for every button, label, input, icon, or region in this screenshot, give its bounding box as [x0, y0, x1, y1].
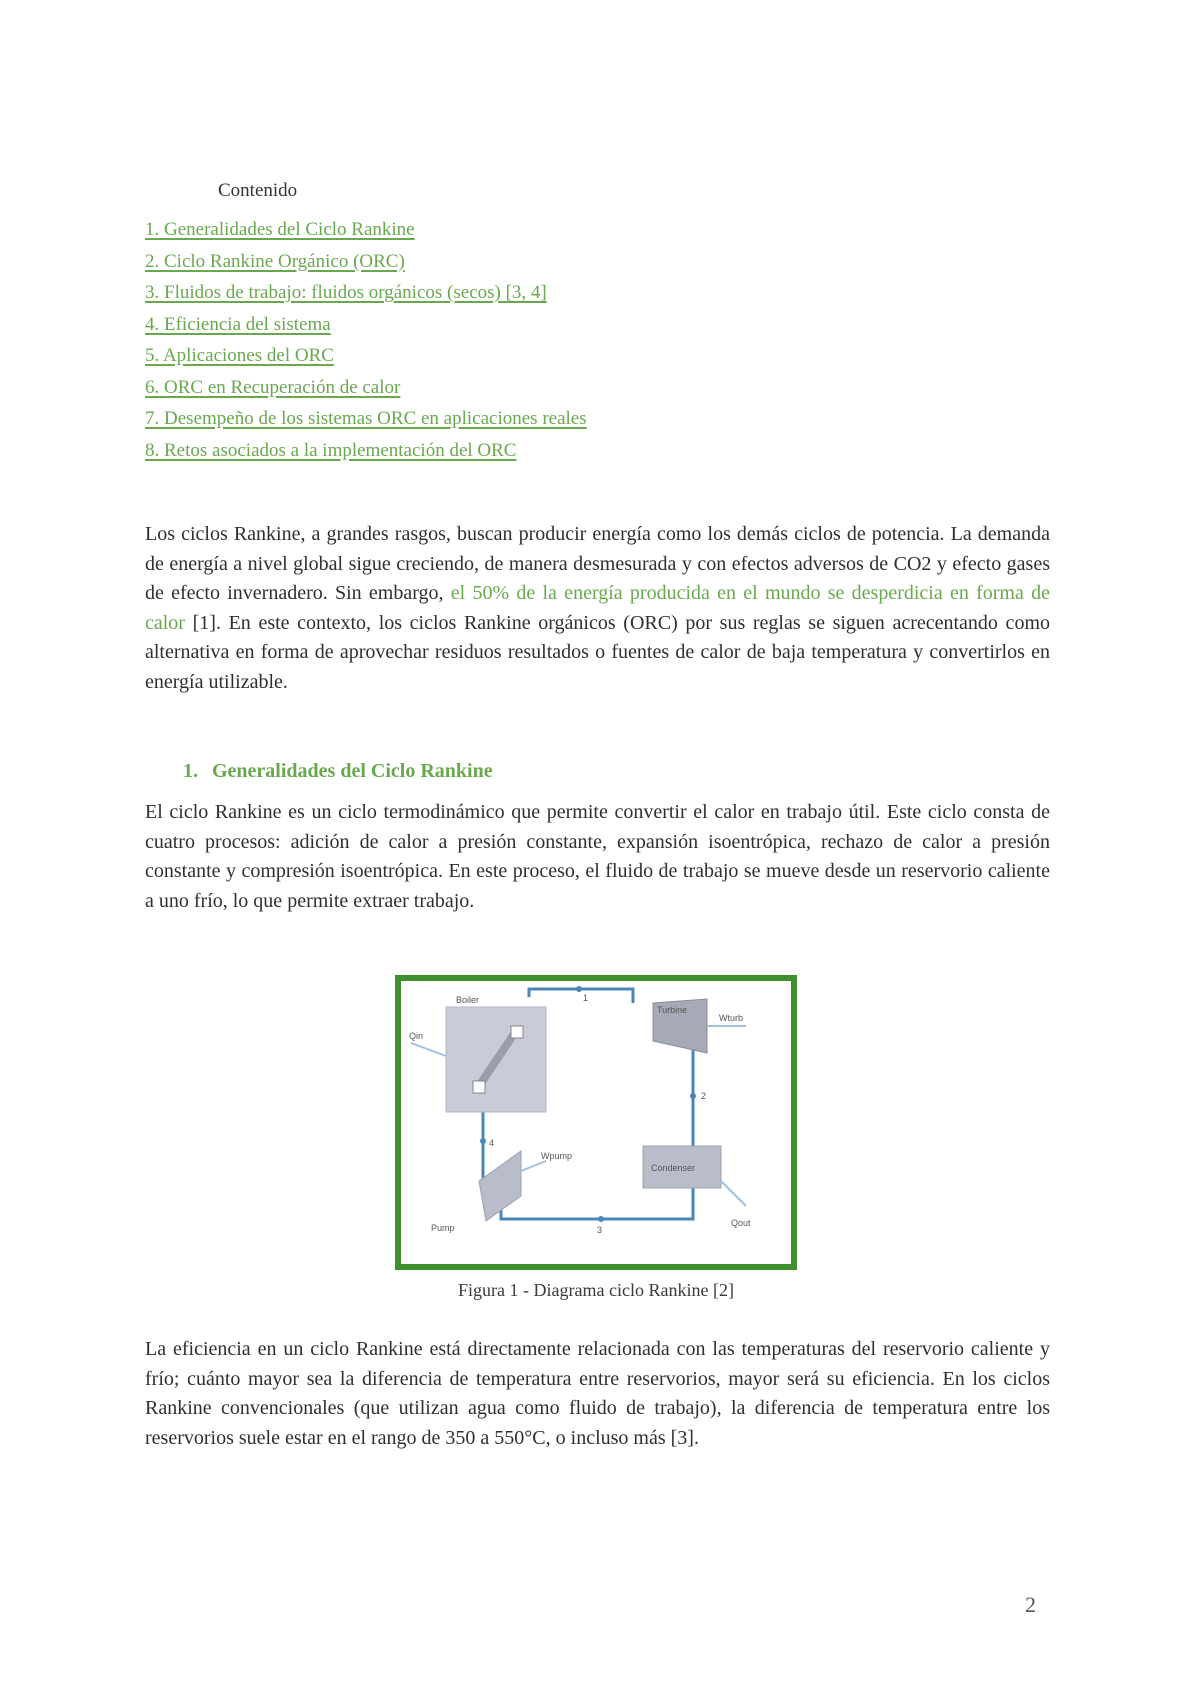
figure-caption: Figura 1 - Diagrama ciclo Rankine [2] [458, 1280, 734, 1300]
section-title: Generalidades del Ciclo Rankine [212, 760, 493, 782]
state-2-label: 2 [701, 1091, 707, 1101]
toc-item [145, 372, 587, 404]
pump [479, 1151, 521, 1221]
toc-link[interactable]: 7. Desempeño de los sistemas ORC en aplicaciones reales [145, 408, 587, 429]
intro-paragraph [145, 520, 1050, 697]
toc-link[interactable]: 6. ORC en Recuperación de calor [145, 376, 401, 398]
toc-item [145, 403, 587, 435]
toc-item [145, 340, 587, 372]
toc-item [145, 277, 587, 309]
rankine-diagram [401, 981, 791, 1264]
state-4-label: 4 [489, 1138, 495, 1148]
toc-item [145, 309, 587, 341]
toc-link[interactable]: 1. Generalidades del Ciclo Rankine [145, 219, 415, 240]
section-paragraph: El ciclo Rankine es un ciclo termodinámico que permite convertir el calor en trabajo útil. Este ciclo consta de cuatro procesos: adición de calor a presión constante, expansión isoentrópica, rechazo de calor a presión constante y compresión isoentrópica. En este proceso, el fluido de trabajo se mueve desde un reservorio caliente a uno frío, lo que permite extraer trabajo. [145, 801, 1050, 912]
toc-item [145, 435, 587, 467]
toc-link[interactable]: 8. Retos asociados a la implementación del ORC [145, 439, 517, 461]
heat-in-arrow [411, 1043, 446, 1056]
state-1-label: 1 [583, 993, 589, 1003]
pipe-condenser-to-pump [501, 1186, 693, 1219]
intro-highlight: el 50% de la energía producida en el mundo se desperdicia en forma de calor [145, 582, 1050, 634]
pump-label: Pump [431, 1223, 455, 1233]
toc-link[interactable]: 5. Aplicaciones del ORC [145, 345, 334, 366]
intro-text-before: Los ciclos Rankine, a grandes rasgos, buscan producir energía como los demás ciclos de potencia. La demanda de energía a nivel global sigue creciendo, de manera desmesurada y con efectos adversos de CO2 y efecto gases de efecto invernadero. Sin embargo, [145, 523, 1050, 604]
boiler-label: Boiler [456, 995, 480, 1005]
table-of-contents [145, 214, 587, 466]
section-number: 1. [183, 760, 198, 782]
condenser-label: Condenser [651, 1163, 696, 1173]
page-number: 2 [1025, 1592, 1036, 1617]
turbine-label: Turbine [657, 1005, 688, 1015]
q-in-label: Qin [409, 1031, 424, 1041]
state-3-label: 3 [597, 1225, 603, 1235]
section-heading [183, 760, 493, 783]
w-turb-label: Wturb [719, 1013, 744, 1023]
toc-title: Contenido [218, 180, 298, 201]
toc-link[interactable]: 4. Eficiencia del sistema [145, 313, 331, 335]
efficiency-paragraph: La eficiencia en un ciclo Rankine está directamente relacionada con las temperaturas del reservorio caliente y frío; cuánto mayor sea la diferencia de temperatura entre reservorios, mayor será su eficiencia. En los ciclos Rankine convencionales (que utilizan agua como fluido de trabajo), la diferencia de temperatura entre los reservorios suele estar en el rango de 350 a 550°C, o incluso más [3]. [145, 1338, 1050, 1449]
q-out-label: Qout [731, 1218, 751, 1228]
toc-item [145, 214, 587, 246]
rankine-cycle-figure [395, 975, 797, 1270]
w-pump-label: Wpump [541, 1151, 573, 1161]
intro-text-after: [1]. En este contexto, los ciclos Rankine orgánicos (ORC) por sus reglas se siguen acrecentando como alternativa en forma de aprovechar residuos resultados o fuentes de calor de baja temperatura y convertirlos en energía utilizable. [145, 611, 1050, 693]
toc-link[interactable]: 3. Fluidos de trabajo: fluidos orgánicos (secos) [3, 4] [145, 282, 547, 303]
toc-link[interactable]: 2. Ciclo Rankine Orgánico (ORC) [145, 250, 405, 272]
toc-item [145, 246, 587, 278]
